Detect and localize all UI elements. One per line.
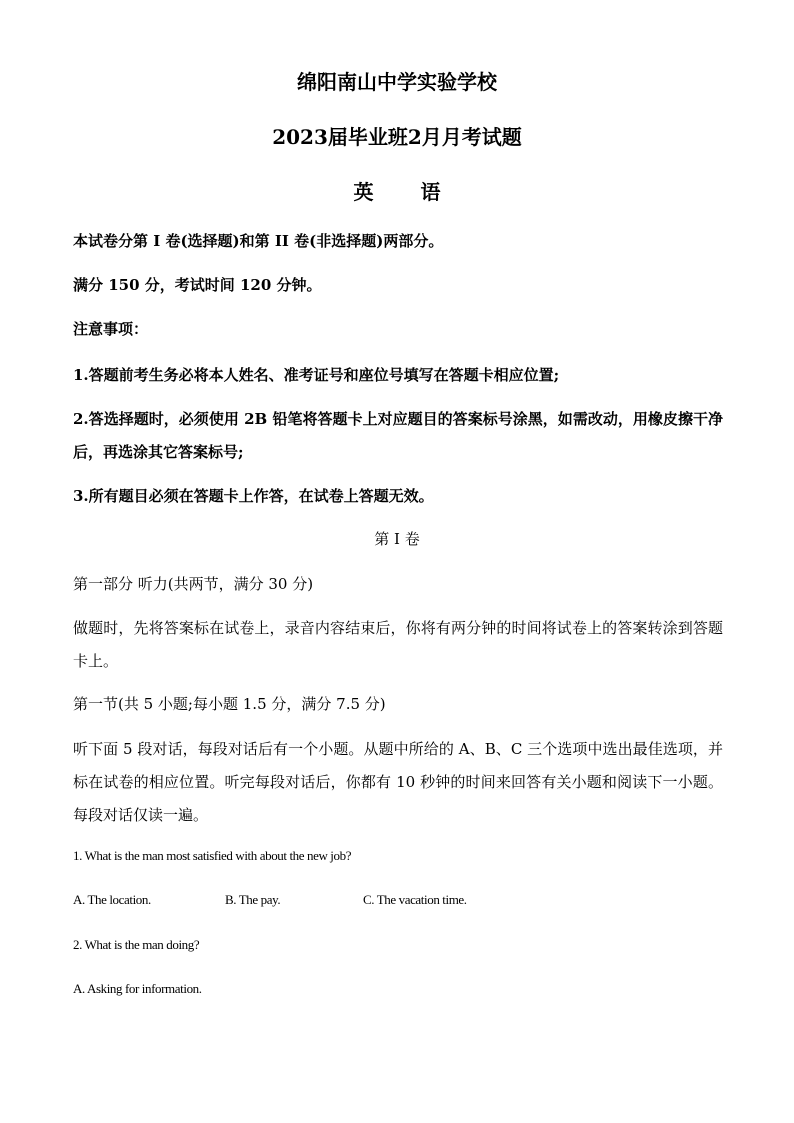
question-2-option-a: A. Asking for information.	[73, 981, 202, 996]
question-1-option-b: B. The pay.	[225, 892, 281, 907]
question-1-stem: 1. What is the man most satisfied with about the new job?	[73, 848, 352, 863]
notice-item-2: 2.答选择题时，必须使用 2B 铅笔将答题卡上对应题目的答案标号涂黑，如需改动，用橡皮擦干净后，再选涂其它答案标号;	[73, 410, 723, 461]
volume-title: 第 I 卷	[374, 530, 420, 548]
subject-title: 英 语	[353, 180, 461, 204]
part1-title: 第一部分 听力(共两节，满分 30 分)	[73, 575, 314, 593]
question-1-option-c: C. The vacation time.	[363, 892, 467, 907]
section1-instruction: 听下面 5 段对话，每段对话后有一个小题。从题中所给的 A、B、C 三个选项中选出最佳选项，并标在试卷的相应位置。听完每段对话后，你都有 10 秒钟的时间来回答有关小题和阅读下一小题。每段对话仅读一遍。	[73, 740, 723, 824]
school-name: 绵阳南山中学实验学校	[297, 70, 497, 94]
intro-score-time: 满分 150 分，考试时间 120 分钟。	[73, 276, 322, 294]
question-1-option-a: A. The location.	[73, 892, 151, 907]
notice-item-1: 1.答题前考生务必将本人姓名、准考证号和座位号填写在答题卡相应位置;	[73, 366, 560, 384]
question-2-stem: 2. What is the man doing?	[73, 937, 200, 952]
notice-item-3: 3.所有题目必须在答题卡上作答，在试卷上答题无效。	[73, 487, 434, 505]
part1-instruction: 做题时，先将答案标在试卷上，录音内容结束后，你将有两分钟的时间将试卷上的答案转涂到答题卡上。	[73, 619, 723, 670]
notice-title: 注意事项：	[73, 320, 149, 338]
intro-structure: 本试卷分第 I 卷(选择题)和第 II 卷(非选择题)两部分。	[73, 232, 444, 250]
exam-title: 2023届毕业班2月月考试题	[272, 125, 522, 149]
section1-title: 第一节(共 5 小题;每小题 1.5 分，满分 7.5 分)	[73, 695, 386, 713]
